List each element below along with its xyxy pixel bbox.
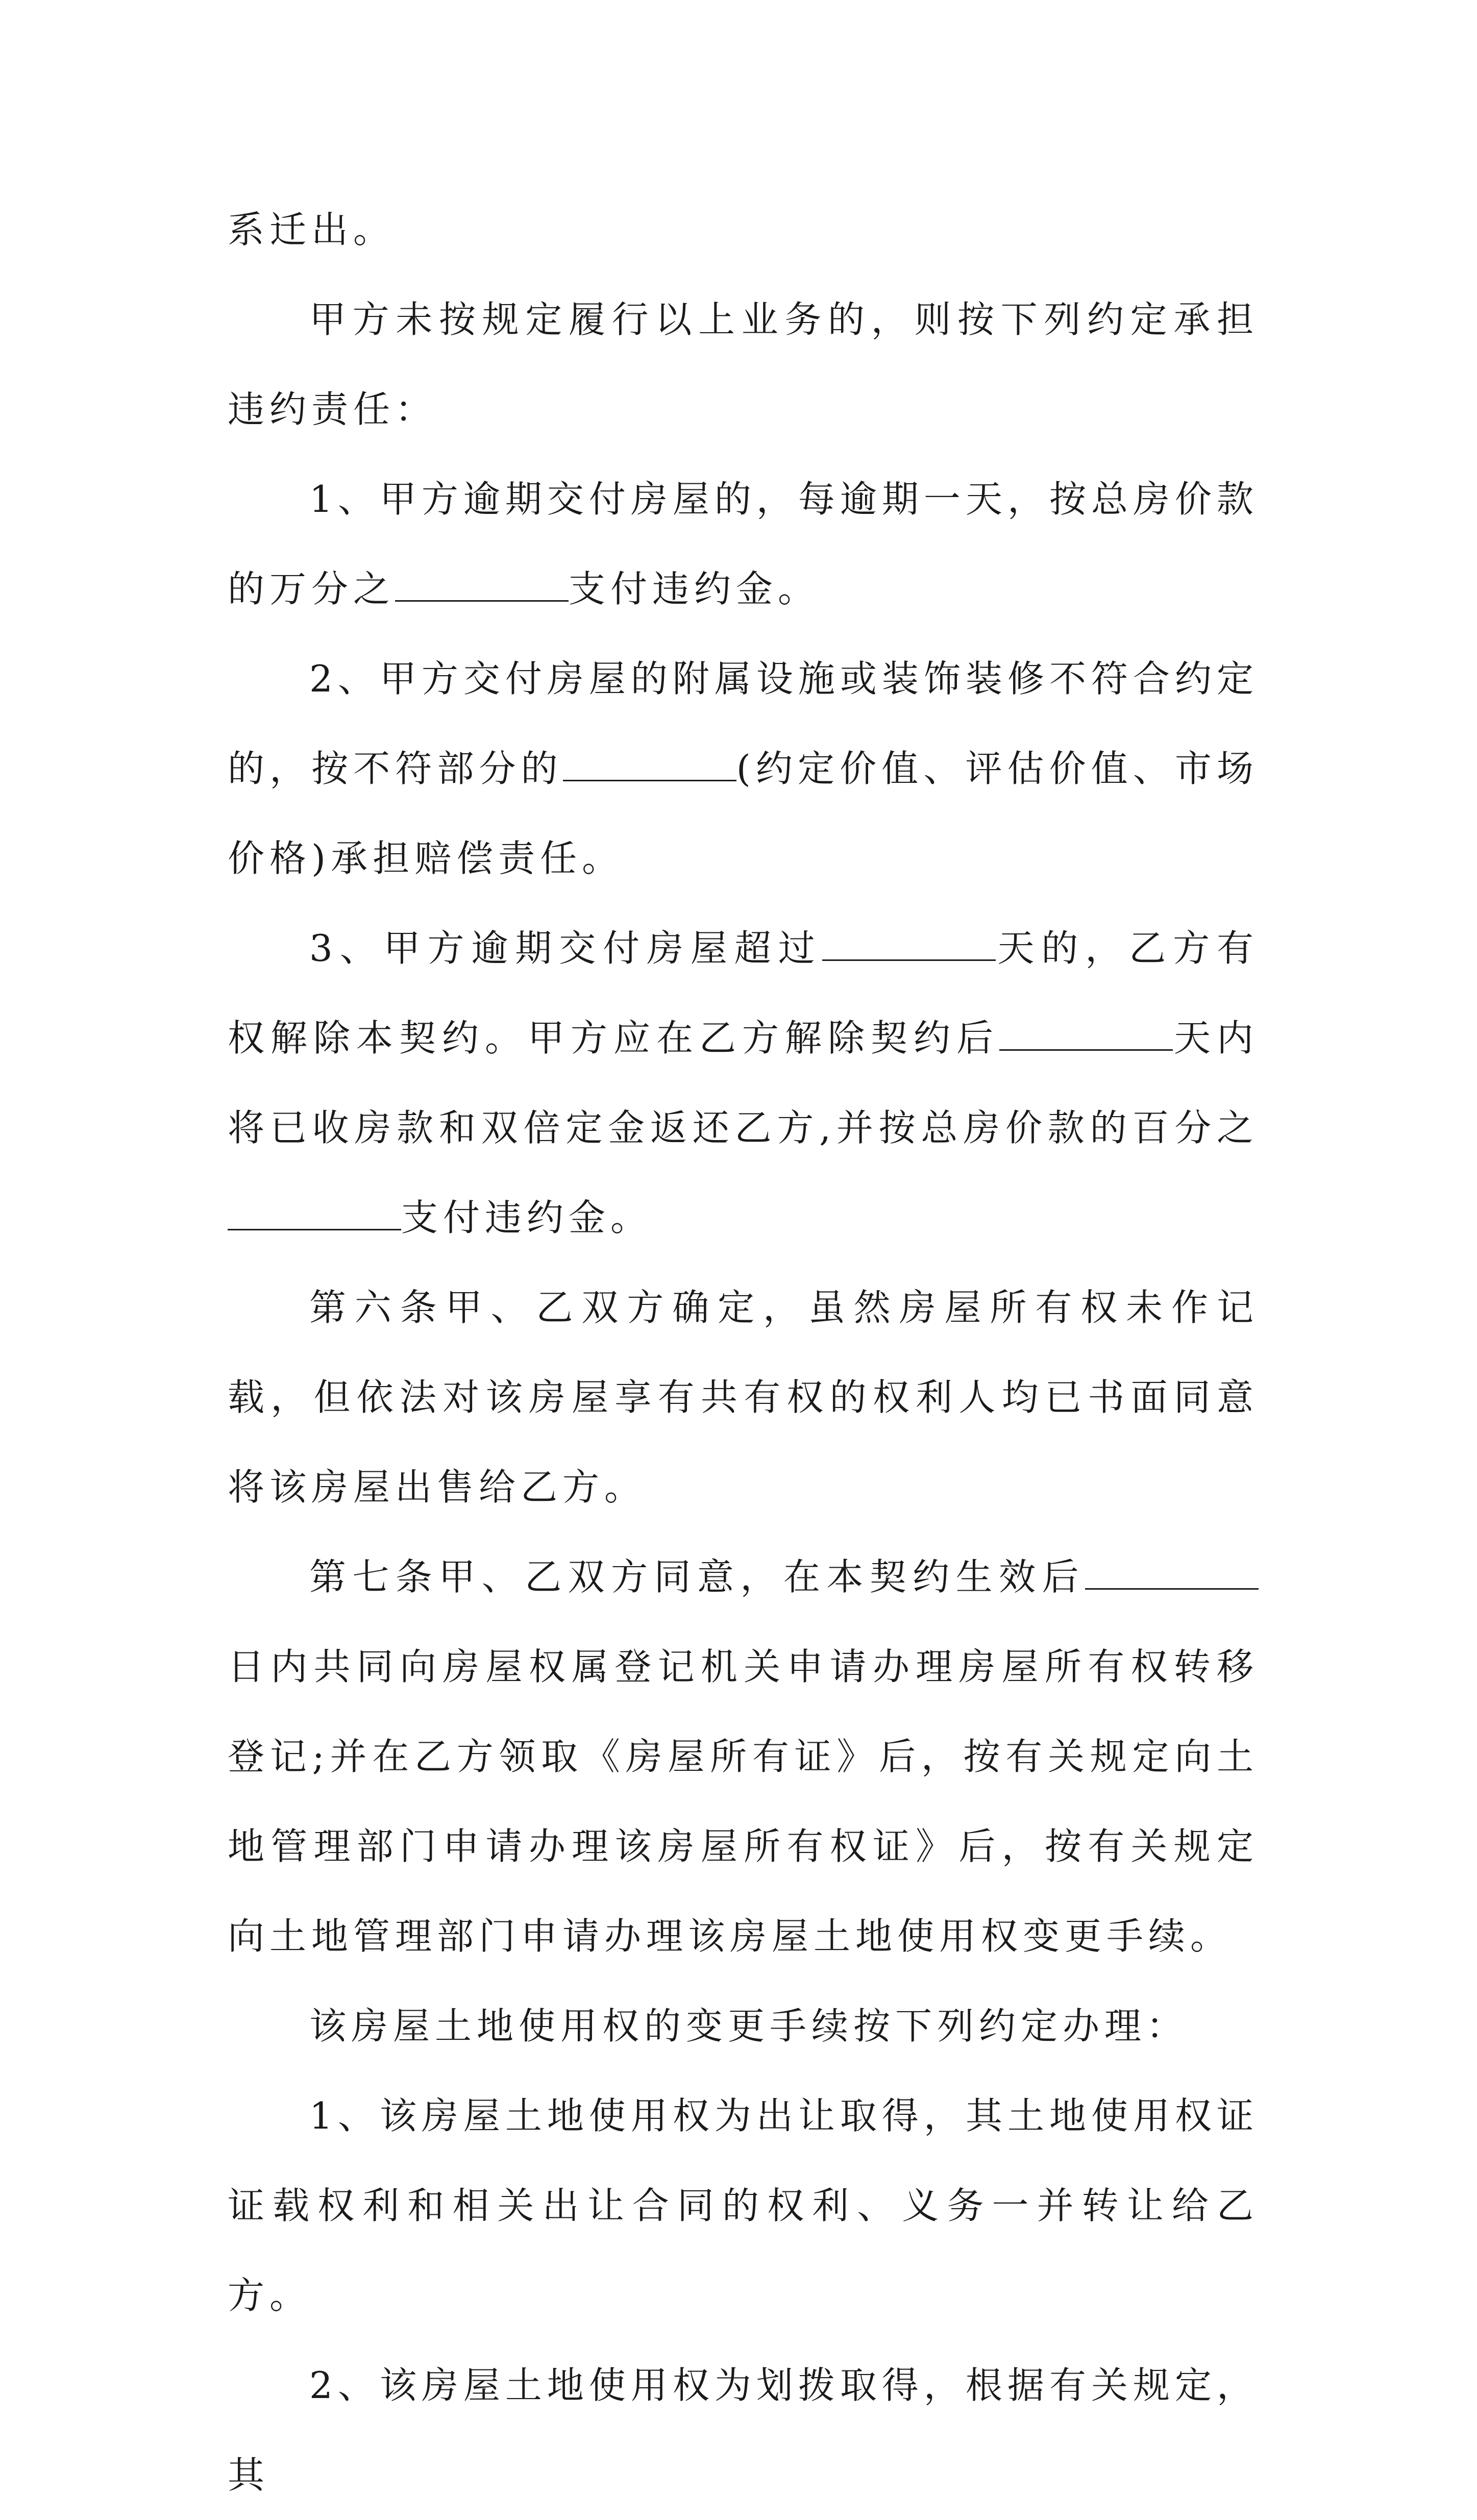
text-segment: 日内共同向房屋权属登记机关申请办理房屋所有权转移登记;并在乙方领取《房屋所有证》后，按有关规定向土地管理部门申请办理该房屋所有权证》后，按有关规定向土地管理部门申请办理该房屋土地使用权变更手续。 bbox=[228, 1645, 1259, 1958]
text-segment: 支付违约金。 bbox=[401, 1196, 653, 1239]
text-segment: 1、该房屋土地使用权为出让取得，其土地使用权证证载权利和相关出让合同的权利、义务一并转让给乙方。 bbox=[228, 2094, 1259, 2317]
paragraph-5 bbox=[228, 1263, 1259, 1532]
paragraph-1 bbox=[228, 275, 1259, 454]
text-segment: 天内将已收房款和双倍定金返还乙方,并按总房价款的百分之 bbox=[228, 1017, 1259, 1149]
text-segment: 第六条甲、乙双方确定，虽然房屋所有权未作记载，但依法对该房屋享有共有权的权利人均已书面同意将该房屋出售给乙方。 bbox=[228, 1286, 1259, 1509]
fill-in-blank[interactable] bbox=[395, 567, 569, 602]
fill-in-blank[interactable] bbox=[999, 1017, 1173, 1051]
paragraph-6 bbox=[228, 1532, 1259, 1981]
fill-in-blank[interactable] bbox=[1085, 1555, 1259, 1590]
fill-in-blank[interactable] bbox=[563, 747, 736, 781]
fill-in-blank[interactable] bbox=[228, 1196, 401, 1230]
paragraph-9 bbox=[228, 2340, 1259, 2520]
text-segment: 系迁出。 bbox=[228, 208, 396, 251]
text-segment: 天的，乙方有权解除本契约。甲方应在乙方解除契约后 bbox=[228, 927, 1259, 1059]
text-segment: 甲方未按规定履行以上业务的，则按下列约定承担违约责任： bbox=[228, 298, 1259, 431]
paragraph-7 bbox=[228, 1981, 1259, 2071]
paragraph-2 bbox=[228, 454, 1259, 634]
text-segment: 2、该房屋土地使用权为划拨取得，根据有关规定，其 bbox=[228, 2364, 1259, 2497]
fill-in-blank[interactable] bbox=[822, 927, 996, 961]
text-segment: 1、甲方逾期交付房屋的，每逾期一天，按总房价款的万分之 bbox=[228, 478, 1259, 610]
paragraph-8 bbox=[228, 2071, 1259, 2340]
text-segment: 该房屋土地使用权的变更手续按下列约定办理： bbox=[309, 2005, 1189, 2047]
paragraph-4 bbox=[228, 903, 1259, 1263]
text-segment: 3、甲方逾期交付房屋超过 bbox=[309, 927, 822, 970]
paragraph-0 bbox=[228, 185, 1259, 275]
text-segment: 第七条甲、乙双方同意，在本契约生效后 bbox=[309, 1555, 1085, 1598]
paragraph-3 bbox=[228, 634, 1259, 903]
text-segment: 支付违约金。 bbox=[569, 567, 820, 610]
text-segment: 2、甲方交付房屋的附属设施或装饰装修不符合约定的，按不符部分的 bbox=[228, 657, 1259, 790]
contract-text bbox=[228, 185, 1259, 2520]
text-segment: (约定价值、评估价值、市场价格)承担赔偿责任。 bbox=[228, 747, 1259, 880]
